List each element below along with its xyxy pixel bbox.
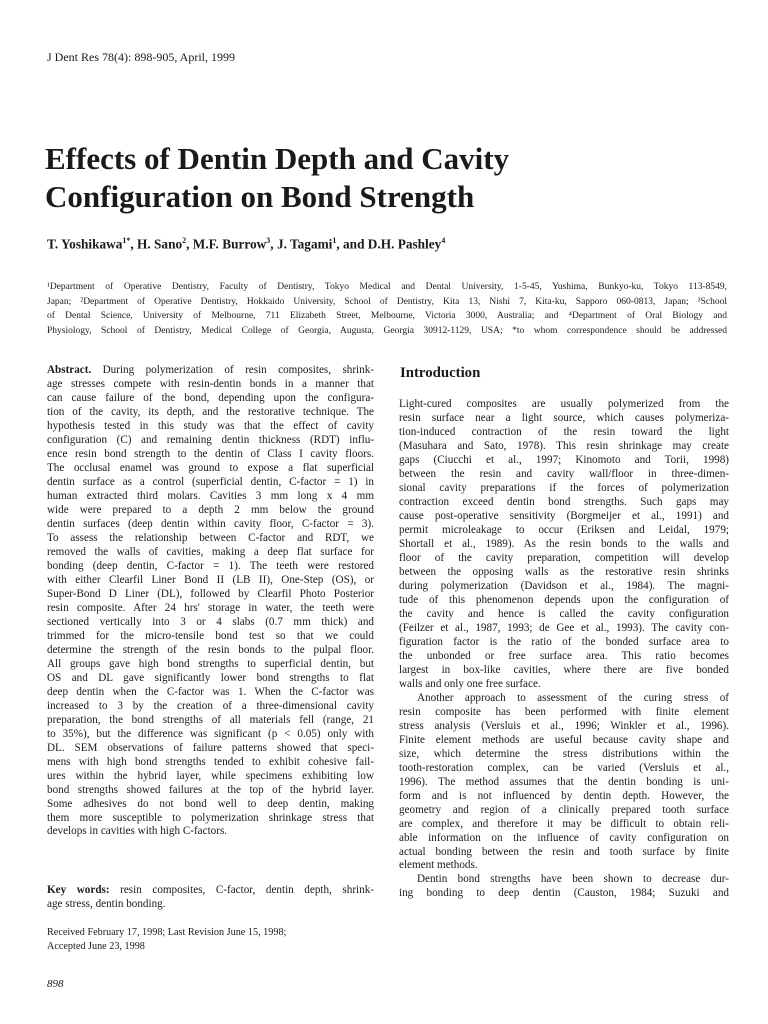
text-line: dentin surfaces (deep dentin within cavity floor, C-factor = 3). — [47, 517, 374, 530]
text-line: ing bonding to deep dentin (Causton, 1984; Suzuki and — [399, 887, 729, 900]
title-line: Configuration on Bond Strength — [45, 179, 475, 214]
text-line: determine the strength of the resin bonds to the pulpal floor. — [47, 643, 374, 656]
text-line: sional cavity preparations if the forces of polymerization — [399, 481, 729, 494]
page-number: 898 — [47, 978, 64, 990]
text-line: between the opposing walls as the restorative resin shrinks — [399, 565, 729, 578]
text-line: preparation, the bond strengths of all materials fell (range, 21 — [47, 713, 374, 726]
author-separator: , — [186, 236, 193, 252]
text-line: Finite element methods are useful because cavity shape and — [399, 733, 729, 746]
author-affiliation-mark: 3 — [266, 236, 271, 245]
text-line: removed the walls of cavities, making a deep flat surface for — [47, 545, 374, 558]
text-line: wide were prepared to a depth 2 mm below the ground — [47, 503, 374, 516]
text-line: are complex, and therefore it may be difficult to obtain reli- — [399, 817, 729, 830]
text-line: To assess the relationship between C-factor and RDT, we — [47, 531, 374, 544]
keywords-block — [47, 884, 374, 912]
text-line: can cause failure of the bond, depending upon the configura- — [47, 391, 374, 404]
keywords-line — [47, 884, 374, 898]
author-separator: , — [130, 236, 138, 252]
text-line: bonding (deep dentin, C-factor = 1). The teeth were restored — [47, 559, 374, 572]
received-dates — [47, 926, 374, 953]
text-line: tion of the cavity, its depth, and the restorative technique. The — [47, 405, 374, 418]
author-name: H. Sano — [137, 236, 183, 252]
text-line: the unbonded or free surface area. This ratio becomes — [399, 649, 729, 662]
text-line: tooth-restoration complex, can be varied (Versluis et al., — [399, 761, 729, 774]
text-line: them more susceptible to polymerization shrinkage stress that — [47, 811, 374, 824]
text-line: floor of the cavity preparation, competition will develop — [399, 551, 729, 564]
section-heading-introduction: Introduction — [400, 365, 481, 381]
text-line: bond strengths showed failures at the top of the hybrid layer. — [47, 783, 374, 796]
text-line: trimmed for the micro-tensile bond test so that we could — [47, 629, 374, 642]
text-line: hypothesis tested in this study was that the effect of cavity — [47, 419, 374, 432]
text-line: The occlusal enamel was ground to expose a flat superficial — [47, 461, 374, 474]
author-name: M.F. Burrow — [192, 236, 267, 252]
abstract-label: Abstract. — [47, 364, 92, 376]
affiliations — [47, 280, 727, 338]
text-line: sectioned vertically into 3 or 4 slabs (0.7 mm thick) and — [47, 615, 374, 628]
abstract-block — [47, 364, 374, 839]
text-line: age stresses compete with resin-dentin bonds in a manner that — [47, 377, 374, 390]
text-line: (Masuhara and Sato, 1978). This resin shrinkage may create — [399, 439, 729, 452]
introduction-paragraph — [399, 873, 729, 901]
text-line: ures within the hybrid layer, while specimens exhibiting low — [47, 769, 374, 782]
text-line: stress analysis (Versluis et al., 1996; Winkler et al., 1996). — [399, 719, 729, 732]
text-line: during polymerization (Davidson et al., 1984). The magni- — [399, 579, 729, 592]
text-line: actual bonding between the resin and tooth surface by finite — [399, 845, 729, 858]
text-line: Super-Bond D Liner (DL), followed by Clearfil Photo Posterior — [47, 587, 374, 600]
title-line: Effects of Dentin Depth and Cavity — [45, 141, 510, 176]
text-line: resin composite. After 24 hrs' storage in water, the teeth were — [47, 601, 374, 614]
text-line: figuration factor is the ratio of the bonded surface area to — [399, 635, 729, 648]
abstract-text: During polymerization of resin composites, shrink- — [91, 364, 374, 376]
author-list — [47, 236, 445, 252]
text-line: contraction exceed dentin bond strengths. Such gaps may — [399, 495, 729, 508]
keywords-label: Key words: — [47, 884, 110, 896]
text-line: permit microleakage to occur (Eriksen and Leidal, 1979; — [399, 523, 729, 536]
abstract-last-line: develops in cavities with high C-factors. — [47, 825, 228, 838]
text-line: resin surface near a light source, which causes polymeriza- — [399, 411, 729, 424]
text-line: (Feilzer et al., 1987, 1993; de Gee et al., 1993). The cavity con- — [399, 621, 729, 634]
affiliation-line: Physiology, School of Dentistry, Medical College of Georgia, Augusta, Georgia 30912-1129, USA; *to whom correspondence should be addressed — [47, 325, 727, 336]
author-name: T. Yoshikawa — [47, 236, 123, 252]
affiliation-line: of Dental Science, University of Melbourne, 711 Elizabeth Street, Melbourne, Victoria 3000, Australia; and ⁴Department of Oral Biology and — [47, 311, 727, 322]
received-line: Received February 17, 1998; Last Revision June 15, 1998; — [47, 927, 287, 938]
text-line: tion-induced contraction of the resin toward the light — [399, 425, 729, 438]
text-line: DL. SEM observations of failure patterns showed that speci- — [47, 741, 374, 754]
abstract-body — [47, 378, 374, 826]
text-line: cause post-operative sensitivity (Borgmeijer et al., 1991) and — [399, 509, 729, 522]
text-line: Light-cured composites are usually polymerized from the — [399, 398, 729, 410]
text-line: increased to 3 by the creation of a three-dimensional cavity — [47, 699, 374, 712]
author-affiliation-mark: 4 — [441, 236, 446, 245]
paragraph-last-line: walls and only one free surface. — [399, 677, 541, 690]
text-line: the cavity and hence is called the cavity configuration — [399, 607, 729, 620]
text-line: to 35%), but the difference was significant (p < 0.05) only with — [47, 727, 374, 740]
text-line: tude of this phenomenon depends upon the configuration of — [399, 593, 729, 606]
article-title — [45, 140, 735, 216]
text-line: resin composite has been performed with finite element — [399, 705, 729, 718]
author-name: J. Tagami — [276, 236, 333, 252]
text-line: mens with high bond strengths tended to exhibit cohesive fail- — [47, 755, 374, 768]
text-line: human extracted third molars. Cavities 3 mm long x 4 mm — [47, 489, 374, 502]
text-line: with either Clearfil Liner Bond II (LB II), One-Step (OS), or — [47, 573, 374, 586]
text-line: size, which determine the stress distributions within the — [399, 747, 729, 760]
text-line: between the resin and cavity wall/floor in three-dimen- — [399, 467, 729, 480]
text-line: All groups gave high bond strengths to superficial dentin, but — [47, 657, 374, 670]
affiliation-line: ¹Department of Operative Dentistry, Faculty of Dentistry, Tokyo Medical and Dental University, 1-5-45, Yushima, Bunkyo-ku, Tokyo 113-8549, — [47, 282, 727, 292]
author-affiliation-mark: 1* — [122, 236, 131, 245]
text-line: deep dentin when the C-factor was 1. When the C-factor was — [47, 685, 374, 698]
text-line: Some adhesives do not bond well to deep dentin, making — [47, 797, 374, 810]
author-affiliation-mark: 1 — [332, 236, 337, 245]
text-line: ence resin bond strength to the dentin of Class I cavity floors. — [47, 447, 374, 460]
received-line: Accepted June 23, 1998 — [47, 940, 145, 952]
introduction-paragraph — [399, 692, 729, 860]
text-line: geometry and region of a clinically prepared tooth surface — [399, 803, 729, 816]
text-line: Shortall et al., 1989). As the resin bonds to the walls and — [399, 537, 729, 550]
text-line: 1996). The method assumes that the dentin bonding is uni- — [399, 775, 729, 788]
abstract-first-line — [47, 364, 374, 378]
introduction-body — [399, 398, 729, 901]
author-separator: , — [270, 236, 277, 252]
introduction-paragraph — [399, 398, 729, 678]
text-line: OS and DL gave significantly lower bond strengths to flat — [47, 671, 374, 684]
text-line: Another approach to assessment of the curing stress of — [417, 691, 729, 704]
text-line: Dentin bond strengths have been shown to decrease dur- — [417, 873, 729, 886]
keywords-text: resin composites, C-factor, dentin depth, shrink- — [109, 884, 374, 896]
text-line: largest in box-like cavities, where there are five bonded — [399, 663, 729, 676]
paragraph-last-line: element methods. — [399, 859, 478, 872]
author-affiliation-mark: 2 — [182, 236, 187, 245]
affiliation-line: Japan; ²Department of Operative Dentistry, Hokkaido University, School of Dentistry, Kita 13, Nishi 7, Kita-ku, Sapporo 060-0813, Japan; ³School — [47, 296, 727, 307]
author-name: D.H. Pashley — [367, 236, 442, 252]
text-line: dentin surface as a control (superficial dentin, C-factor = 1) in — [47, 475, 374, 488]
text-line: gaps (Ciucchi et al., 1997; Kinomoto and Torii, 1998) — [399, 453, 729, 466]
text-line: form and is not influenced by dentin depth. However, the — [399, 789, 729, 802]
text-line: configuration (C) and remaining dentin thickness (RDT) influ- — [47, 433, 374, 446]
author-separator: , and — [336, 236, 368, 252]
journal-reference: J Dent Res 78(4): 898-905, April, 1999 — [47, 50, 235, 64]
text-line: able information on the influence of cavity configuration on — [399, 831, 729, 844]
keywords-line: age stress, dentin bonding. — [47, 897, 166, 910]
